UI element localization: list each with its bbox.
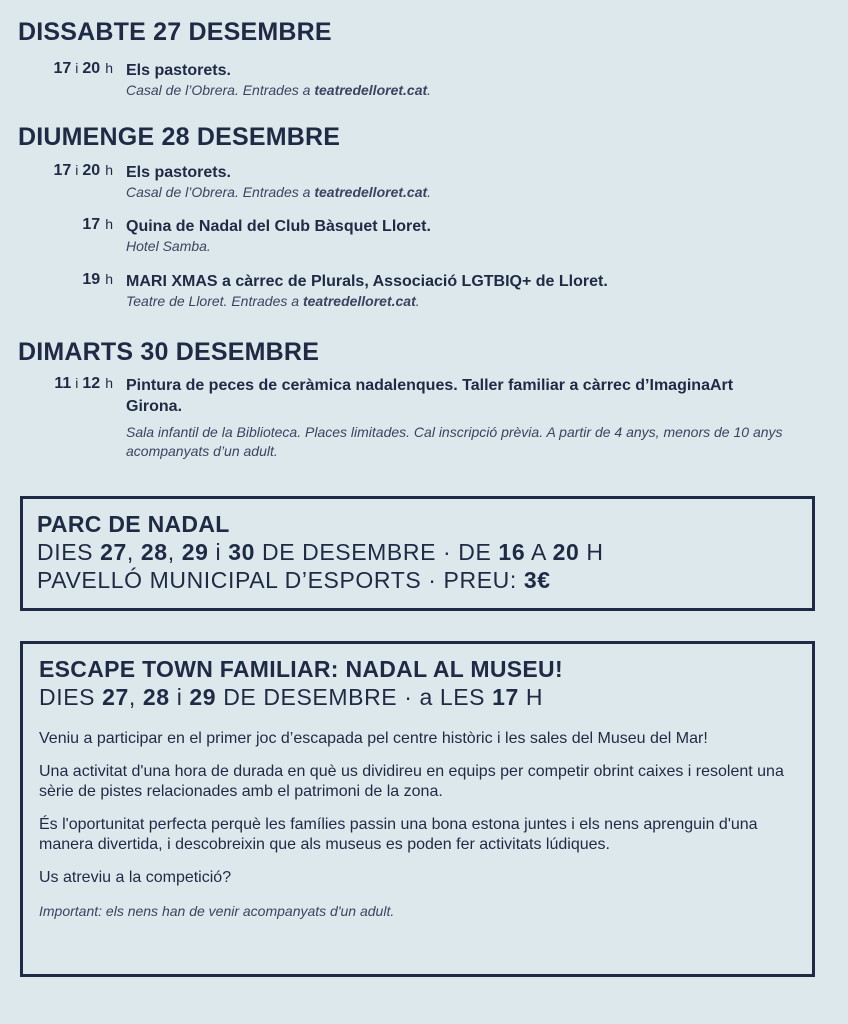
event-place: Teatre de Lloret. Entrades a teatredelloret.cat. [126, 293, 420, 309]
ticket-link[interactable]: teatredelloret.cat [314, 184, 428, 200]
parc-place-price: PAVELLÓ MUNICIPAL D’ESPORTS · PREU: 3€ [37, 567, 551, 593]
parc-title: PARC DE NADAL [37, 511, 230, 537]
escape-dates: DIES 27, 28 i 29 DE DESEMBRE · a LES 17 H [39, 684, 544, 710]
escape-paragraph: És l'oportunitat perfecta perquè les famílies passin una bona estona juntes i els nens aprenguin d'una manera divertida, i descobreixin que als museus es poden fer activitats lúdiques. [39, 816, 758, 853]
parc-dates: DIES 27, 28, 29 i 30 DE DESEMBRE · DE 16 A 20 H [37, 539, 604, 565]
ticket-link[interactable]: teatredelloret.cat [302, 293, 416, 309]
escape-title: ESCAPE TOWN FAMILIAR: NADAL AL MUSEU! [39, 656, 563, 682]
event-place: Hotel Samba. [126, 238, 211, 254]
event-time: 17 i 20 h [53, 162, 113, 179]
escape-paragraph: Veniu a participar en el primer joc d’escapada pel centre històric i les sales del Museu del Mar! [39, 730, 708, 747]
event-title: MARI XMAS a càrrec de Plurals, Associació LGTBIQ+ de Lloret. [126, 273, 608, 290]
escape-note: Important: els nens han de venir acompanyats d'un adult. [39, 903, 395, 919]
event-place: Sala infantil de la Biblioteca. Places limitades. Cal inscripció prèvia. A partir de 4 anys, menors de 10 anys acompanyats d’un adult. [126, 424, 783, 459]
parc-de-nadal-box [20, 496, 815, 611]
ticket-link[interactable]: teatredelloret.cat [314, 82, 428, 98]
event-place: Casal de l’Obrera. Entrades a teatredelloret.cat. [126, 184, 432, 200]
price: 3€ [523, 567, 551, 593]
event-time: 19 h [82, 271, 113, 288]
event-time: 17 i 20 h [53, 60, 113, 77]
event-title: Els pastorets. [126, 164, 231, 181]
event-title: Els pastorets. [126, 62, 231, 79]
event-title: Pintura de peces de ceràmica nadalenques. Taller familiar a càrrec d’ImaginaArt Girona. [126, 377, 734, 415]
escape-town-box [20, 641, 815, 977]
event-place: Casal de l’Obrera. Entrades a teatredelloret.cat. [126, 82, 432, 98]
escape-paragraph: Us atreviu a la competició? [39, 869, 232, 886]
event-time: 11 i 12 h [54, 375, 113, 392]
event-title: Quina de Nadal del Club Bàsquet Lloret. [126, 218, 431, 235]
day-heading-saturday: DISSABTE 27 DESEMBRE [18, 18, 332, 46]
day-heading-sunday: DIUMENGE 28 DESEMBRE [18, 123, 341, 151]
day-heading-tuesday: DIMARTS 30 DESEMBRE [18, 338, 320, 366]
event-time: 17 h [82, 216, 113, 233]
escape-paragraph: Una activitat d'una hora de durada en què us dividireu en equips per competir obrint caixes i resolent una sèrie de pistes relacionades amb el patrimoni de la zona. [39, 763, 784, 800]
